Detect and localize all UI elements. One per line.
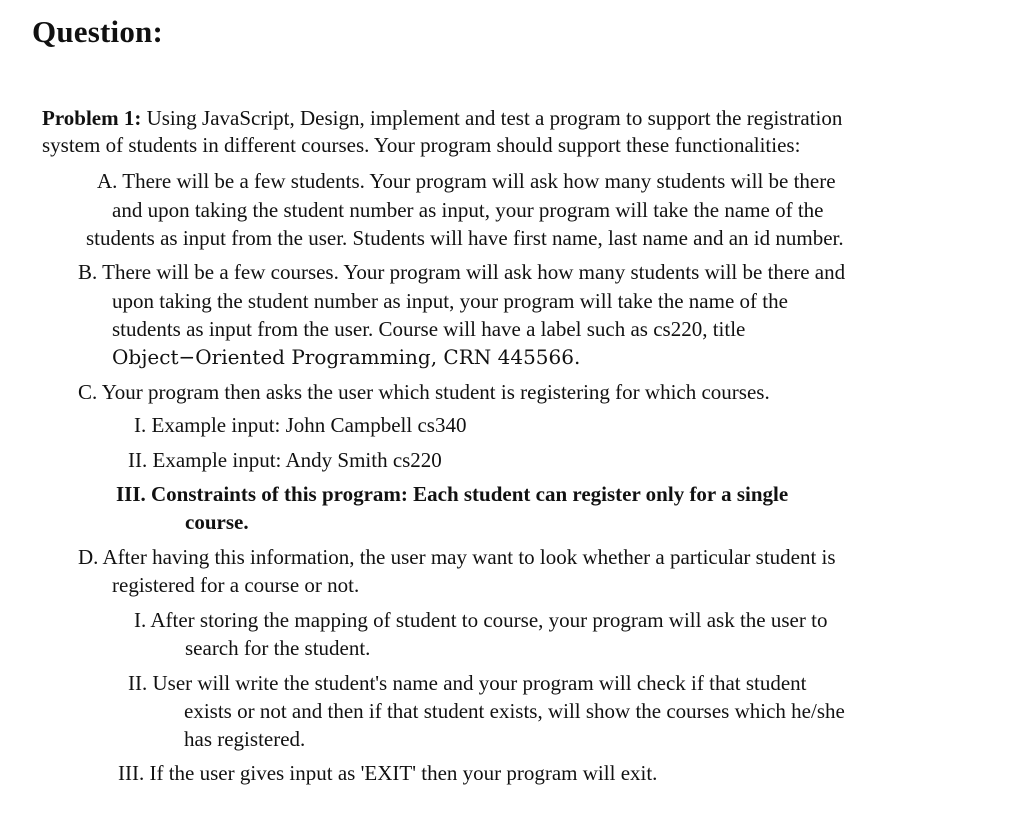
item-b-line-2: upon taking the student number as input, your program will take the name of the [112,289,788,313]
problem-intro-line-1 [42,104,842,132]
item-b-line-1: B. There will be a few courses. Your program will ask how many students will be there and [78,260,846,284]
item-d-sub-1-line-1: I. After storing the mapping of student to course, your program will ask the user to [134,608,828,632]
item-b-line-3: students as input from the user. Course will have a label such as cs220, title [112,317,746,341]
item-c-sub-3-line-1: III. Constraints of this program: Each student can register only for a single [116,482,789,506]
item-c-sub-1: I. Example input: John Campbell cs340 [134,413,467,437]
item-a-line-1: A. There will be a few students. Your program will ask how many students will be there [97,169,836,193]
item-d-sub-2-line-3: has registered. [184,727,306,751]
problem-intro-text: Using JavaScript, Design, implement and test a program to support the registration [141,106,843,130]
item-c-sub-2: II. Example input: Andy Smith cs220 [128,448,442,472]
item-a-line-2: and upon taking the student number as input, your program will take the name of the [112,198,824,222]
item-a-line-3: students as input from the user. Students will have first name, last name and an id number. [86,226,844,250]
item-d-line-2: registered for a course or not. [112,573,360,597]
problem-label: Problem 1: [42,106,142,130]
item-d-line-1: D. After having this information, the user may want to look whether a particular student is [78,545,836,569]
item-d-sub-2-line-1: II. User will write the student's name and your program will check if that student [128,671,807,695]
item-c-sub-3-line-2: course. [185,510,249,534]
item-d-sub-1-line-2: search for the student. [185,636,371,660]
item-d-sub-3: III. If the user gives input as 'EXIT' then your program will exit. [118,761,658,785]
page-title: Question: [32,14,163,49]
item-d-sub-2-line-2: exists or not and then if that student exists, will show the courses which he/she [184,699,845,723]
item-b-line-4: Object−Oriented Programming, CRN 445566. [112,345,581,369]
item-c-line-1: C. Your program then asks the user which student is registering for which courses. [78,380,770,404]
problem-intro-line-2: system of students in different courses. Your program should support these functionalities: [42,133,801,157]
